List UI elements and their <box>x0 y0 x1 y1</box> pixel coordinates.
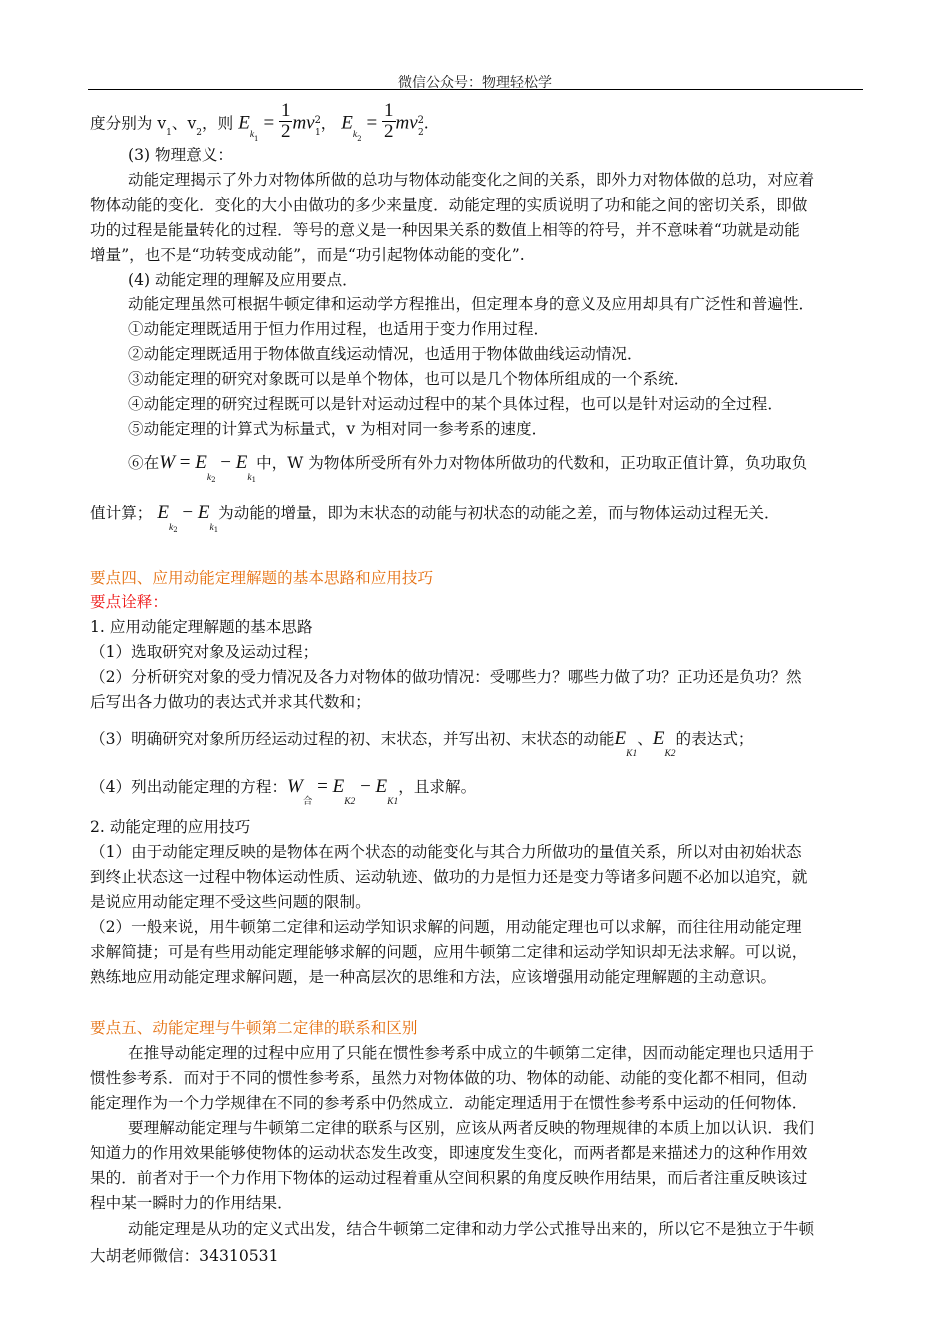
part2-line: 熟练地应用动能定理求解问题，是一种高层次的思维和方法，应该增强用动能定理解题的主动意识。 <box>90 968 777 986</box>
step4-prefix: （4）列出动能定理的方程： <box>90 778 288 796</box>
speed-formula-line: 度分别为 $v_1$、$v_2$，则 $E_{k1}$ = $\frac{1}{2}$ $mv^2_1$， $E_{k2}$ = $\frac{1}{2}$ $mv^2_2$. <box>90 100 429 143</box>
mv-1: mv <box>292 112 315 134</box>
ek2-symbol: E <box>341 112 353 134</box>
k2-step3: K2 <box>664 749 676 759</box>
speed-sep: 、v <box>171 114 197 133</box>
speed-dot: . <box>423 114 429 133</box>
heading-point4-sub: 要点诠释： <box>90 593 168 611</box>
e-symbol: E <box>195 452 207 473</box>
minus-sign: − <box>177 502 198 523</box>
part2-line: 是说应用动能定理不受这些问题的限制。 <box>90 893 371 911</box>
point6-line2-rest: 为动能的增量，即为末状态的动能与初状态的动能之差，而与物体运动过程无关． <box>218 504 780 522</box>
ek1-k: k <box>249 129 255 140</box>
section3-line: 动能定理揭示了外力对物体所做的总功与物体动能变化之间的关系，即外力对物体做的总功，对应着 <box>128 171 815 189</box>
speed-then: ，则 <box>202 114 234 133</box>
half-den-1: 2 <box>280 121 291 142</box>
part2-line: （2）一般来说，用牛顿第二定律和运动学知识求解的问题，用动能定理也可以求解，而往往用动能定理 <box>90 918 802 936</box>
v2-index: 2 <box>418 127 424 138</box>
step3-prefix: （3）明确研究对象所历经运动过程的初、末状态，并写出初、末状态的动能 <box>90 730 615 748</box>
eq-sign: = <box>175 452 196 473</box>
part1-title: 1. 应用动能定理解题的基本思路 <box>90 618 313 636</box>
part1-step: 后写出各力做功的表达式并求其代数和； <box>90 693 371 711</box>
ek2-step3: E <box>652 728 665 749</box>
he-sub: 合 <box>302 797 313 807</box>
section4-point: ⑤动能定理的计算式为标量式，v 为相对同一参考系的速度． <box>128 420 548 438</box>
part1-step: （1）选取研究对象及运动过程； <box>90 643 319 661</box>
point6-line2-prefix: 值计算； <box>90 504 153 522</box>
speed-comma: ， <box>320 114 337 133</box>
k1-step3: K1 <box>626 749 638 759</box>
point6-rest: 中，W 为物体所受所有外力对物体所做功的代数和，正功取正值计算，负功取负 <box>256 454 808 472</box>
half-fraction-1 <box>279 101 293 142</box>
v1-index: 1 <box>314 127 321 138</box>
point6-line2 <box>90 500 780 534</box>
section5-line: 惯性参考系．而对于不同的惯性参考系，虽然力对物体做的功、物体的动能、动能的变化都不相同，但动 <box>90 1069 808 1087</box>
mv-2: mv <box>395 112 418 134</box>
k1-index: 1 <box>213 526 219 534</box>
part2-line: 到终止状态这一过程中物体运动性质、运动轨迹、做功的力是恒力还是变力等诸多问题不必加以追究，就 <box>90 868 808 886</box>
ek2-step4: E <box>332 776 345 797</box>
sq-2: 2 <box>417 114 425 126</box>
k2-step4: K2 <box>344 797 356 807</box>
half-num-1: 1 <box>280 100 291 121</box>
header-rule <box>88 89 863 90</box>
page-footer: 大胡老师微信：34310531 <box>90 1247 279 1265</box>
step3-sep: 、 <box>637 730 653 748</box>
section3-line: 增量”，也不是“功转变成动能”，而是“功引起物体动能的变化”. <box>90 246 525 264</box>
page-header: 微信公众号：物理轻松学 <box>398 75 552 91</box>
part2-title: 2. 动能定理的应用技巧 <box>90 818 251 836</box>
section3-title: (3) 物理意义： <box>128 146 234 164</box>
k2-index: 2 <box>173 526 178 534</box>
k1-index: 1 <box>251 476 257 484</box>
e-symbol: E <box>157 502 169 523</box>
e-symbol: E <box>197 502 210 523</box>
e-symbol: E <box>235 452 248 473</box>
section4-point: ④动能定理的研究过程既可以是针对运动过程中的某个具体过程，也可以是针对运动的全过程． <box>128 395 783 413</box>
section5-line: 果的．前者对于一个力作用下物体的运动过程着重从空间积累的角度反映作用结果，而后者注重反映该过 <box>90 1169 808 1187</box>
section3-line: 物体动能的变化．变化的大小由做功的多少来量度．动能定理的实质说明了功和能之间的密切关系，即做 <box>90 196 808 214</box>
k1-step4: K1 <box>387 797 399 807</box>
half-den-2: 2 <box>384 121 394 142</box>
step4-minus: − <box>355 776 376 797</box>
part2-line: 求解简捷；可是有些用动能定理能够求解的问题，应用牛顿第二定律和运动学知识却无法求解。可以说， <box>90 943 808 961</box>
step4-eq: = <box>312 776 333 797</box>
section5-line: 动能定理是从功的定义式出发，结合牛顿第二定律和动力学公式推导出来的，所以它不是独立于牛顿 <box>128 1220 815 1238</box>
ek2-k: k <box>352 129 358 140</box>
section4-title: (4) 动能定理的理解及应用要点． <box>128 271 358 289</box>
ek1-step3: E <box>614 728 627 749</box>
k-sub: k <box>209 523 214 533</box>
section4-intro: 动能定理虽然可根据牛顿定律和运动学方程推出，但定理本身的意义及应用却具有广泛性和普遍性． <box>128 295 815 313</box>
ek1-step4: E <box>375 776 388 797</box>
half-fraction-2 <box>382 101 396 142</box>
v2-sub: 2 <box>196 127 203 138</box>
v1-sub: 1 <box>166 127 172 138</box>
ek1-symbol: E <box>238 112 250 134</box>
k-sub: k <box>206 473 212 483</box>
section5-line: 知道力的作用效果能够使物体的运动状态发生改变，即速度发生变化，而两者都是来描述力的这种作用效 <box>90 1144 808 1162</box>
section3-line: 功的过程是能量转化的过程．等号的意义是一种因果关系的数值上相等的符号，并不意味着“功就是动能 <box>90 221 800 239</box>
speed-text: 度分别为 v <box>90 114 167 133</box>
w-step4: W <box>287 776 303 797</box>
section5-line: 程中某一瞬时力的作用结果． <box>90 1194 293 1212</box>
step4-suffix: ，且求解。 <box>398 778 477 796</box>
ek2-index: 2 <box>357 134 362 143</box>
k-sub: k <box>247 473 252 483</box>
ek1-index: 1 <box>254 134 259 143</box>
heading-point5: 要点五、动能定理与牛顿第二定律的联系和区别 <box>90 1019 418 1037</box>
part1-step3 <box>90 725 754 759</box>
part1-step: （2）分析研究对象的受力情况及各力对物体的做功情况：受哪些力？哪些力做了功？正功还是负功？然 <box>90 668 802 686</box>
section5-line: 在推导动能定理的过程中应用了只能在惯性参考系中成立的牛顿第二定律，因而动能定理也只适用于 <box>128 1044 815 1062</box>
k-sub: k <box>168 523 174 533</box>
half-num-2: 1 <box>384 100 394 121</box>
section5-line: 要理解动能定理与牛顿第二定律的联系与区别，应该从两者反映的物理规律的本质上加以认识．我们 <box>128 1119 815 1137</box>
section4-point: ①动能定理既适用于恒力作用过程，也适用于变力作用过程． <box>128 320 550 338</box>
part1-step4 <box>90 773 477 807</box>
section4-point: ②动能定理既适用于物体做直线运动情况，也适用于物体做曲线运动情况． <box>128 345 643 363</box>
point6-prefix: ⑥在 <box>128 454 160 472</box>
part2-line: （1）由于动能定理反映的是物体在两个状态的动能变化与其合力所做功的量值关系，所以对由初始状态 <box>90 843 802 861</box>
section5-line: 能定理作为一个力学规律在不同的参考系中仍然成立．动能定理适用于在惯性参考系中运动的任何物体． <box>90 1094 808 1112</box>
minus-sign: − <box>215 452 236 473</box>
sq-1: 2 <box>314 114 321 126</box>
section4-point: ③动能定理的研究对象既可以是单个物体，也可以是几个物体所组成的一个系统． <box>128 370 690 388</box>
step3-suffix: 的表达式； <box>675 730 754 748</box>
k2-index: 2 <box>211 476 216 484</box>
heading-point4: 要点四、应用动能定理解题的基本思路和应用技巧 <box>90 569 434 587</box>
point6-line1 <box>128 450 808 484</box>
w-symbol: W <box>159 452 176 473</box>
